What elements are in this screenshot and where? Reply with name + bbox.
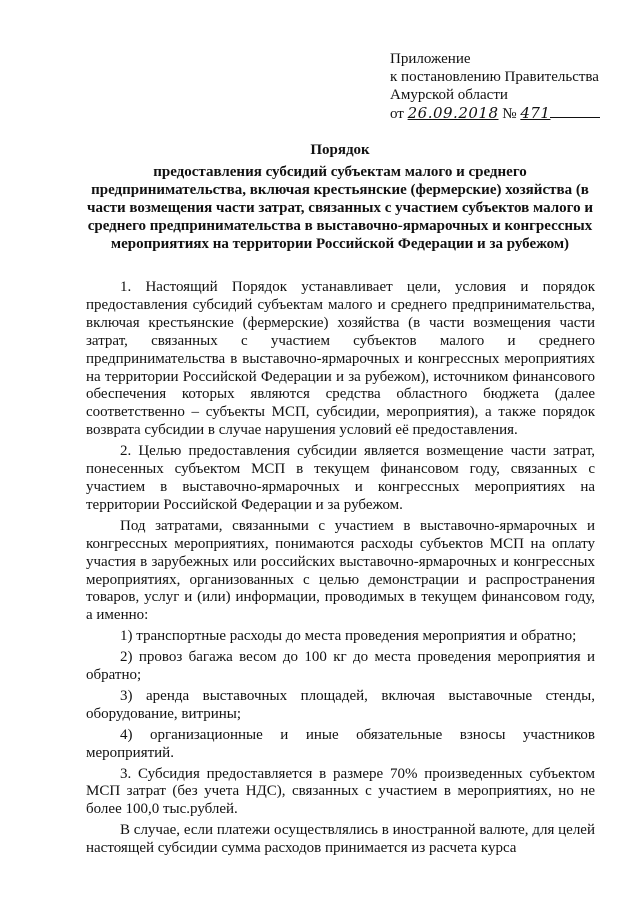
list-item-1: 1) транспортные расходы до места проведения мероприятия и обратно; bbox=[120, 628, 577, 645]
title-text: предоставления субсидий субъектам малого и среднего предпринимательства, включая крестьянские (фермерские) хозяйства (в части возмещения части затрат, связанных с участием субъектов малого и среднего предпринимательства в выставочно-ярмарочных и конгрессных мероприятиях на территории Российской Федерации и за рубежом) bbox=[87, 164, 593, 252]
appendix-block bbox=[390, 50, 600, 123]
appendix-number: 471 bbox=[520, 104, 551, 122]
paragraph-1: 1. Настоящий Порядок устанавливает цели, условия и порядок предоставления субсидий субъектам малого и среднего предпринимательства, включая крестьянские (фермерские) хозяйства (в части возмещения части затрат, связанных с участием субъектов малого и среднего предпринимательства в выставочно-ярмарочных и конгрессных мероприятиях на территории Российской Федерации и за рубежом), источником финансового обеспечения которых являются средства областного бюджета (далее соответственно – субъекты МСП, субсидии, мероприятия), а также порядок возврата субсидии в случае нарушения условий её предоставления. bbox=[86, 279, 595, 439]
appendix-region: Амурской области bbox=[390, 87, 508, 103]
list-item-3: 3) аренда выставочных площадей, включая выставочные стенды, оборудование, витрины; bbox=[86, 687, 595, 722]
appendix-prefix: от bbox=[390, 106, 404, 122]
list-item-2: 2) провоз багажа весом до 100 кг до места проведения мероприятия и обратно; bbox=[86, 649, 595, 684]
paragraph-currency: В случае, если платежи осуществлялись в иностранной валюте, для целей настоящей субсидии сумма расходов принимается из расчета курса bbox=[86, 822, 595, 857]
appendix-date: 26.09.2018 bbox=[407, 104, 499, 122]
appendix-date-line bbox=[390, 104, 600, 123]
document-title bbox=[85, 141, 595, 253]
appendix-label: Приложение bbox=[390, 51, 471, 67]
appendix-number-sign: № bbox=[502, 106, 517, 122]
paragraph-costs: Под затратами, связанными с участием в выставочно-ярмарочных и конгрессных мероприятиях, понимаются расходы субъектов МСП на оплату участия в зарубежных или российских выставочно-ярмарочных и конгрессных мероприятиях, организованных с целью демонстрации и распространения товаров, услуг и (или) информации, проводимых в текущем финансовом году, а именно: bbox=[86, 517, 595, 624]
appendix-resolution: к постановлению Правительства bbox=[390, 69, 599, 85]
paragraph-2: 2. Целью предоставления субсидии является возмещение части затрат, понесенных субъектом МСП в текущем финансовом году, связанных с участием в выставочно-ярмарочных и конгрессных мероприятиях на территории Российской Федерации и за рубежом. bbox=[86, 443, 595, 513]
appendix-number-underline bbox=[550, 105, 600, 118]
title-heading: Порядок bbox=[310, 142, 370, 158]
paragraph-3: 3. Субсидия предоставляется в размере 70% произведенных субъектом МСП затрат (без учета НДС), связанных с участием в мероприятиях, но не более 100,0 тыс.рублей. bbox=[86, 765, 595, 818]
list-item-4: 4) организационные и иные обязательные взносы участников мероприятий. bbox=[86, 726, 595, 761]
document-body bbox=[86, 279, 595, 861]
